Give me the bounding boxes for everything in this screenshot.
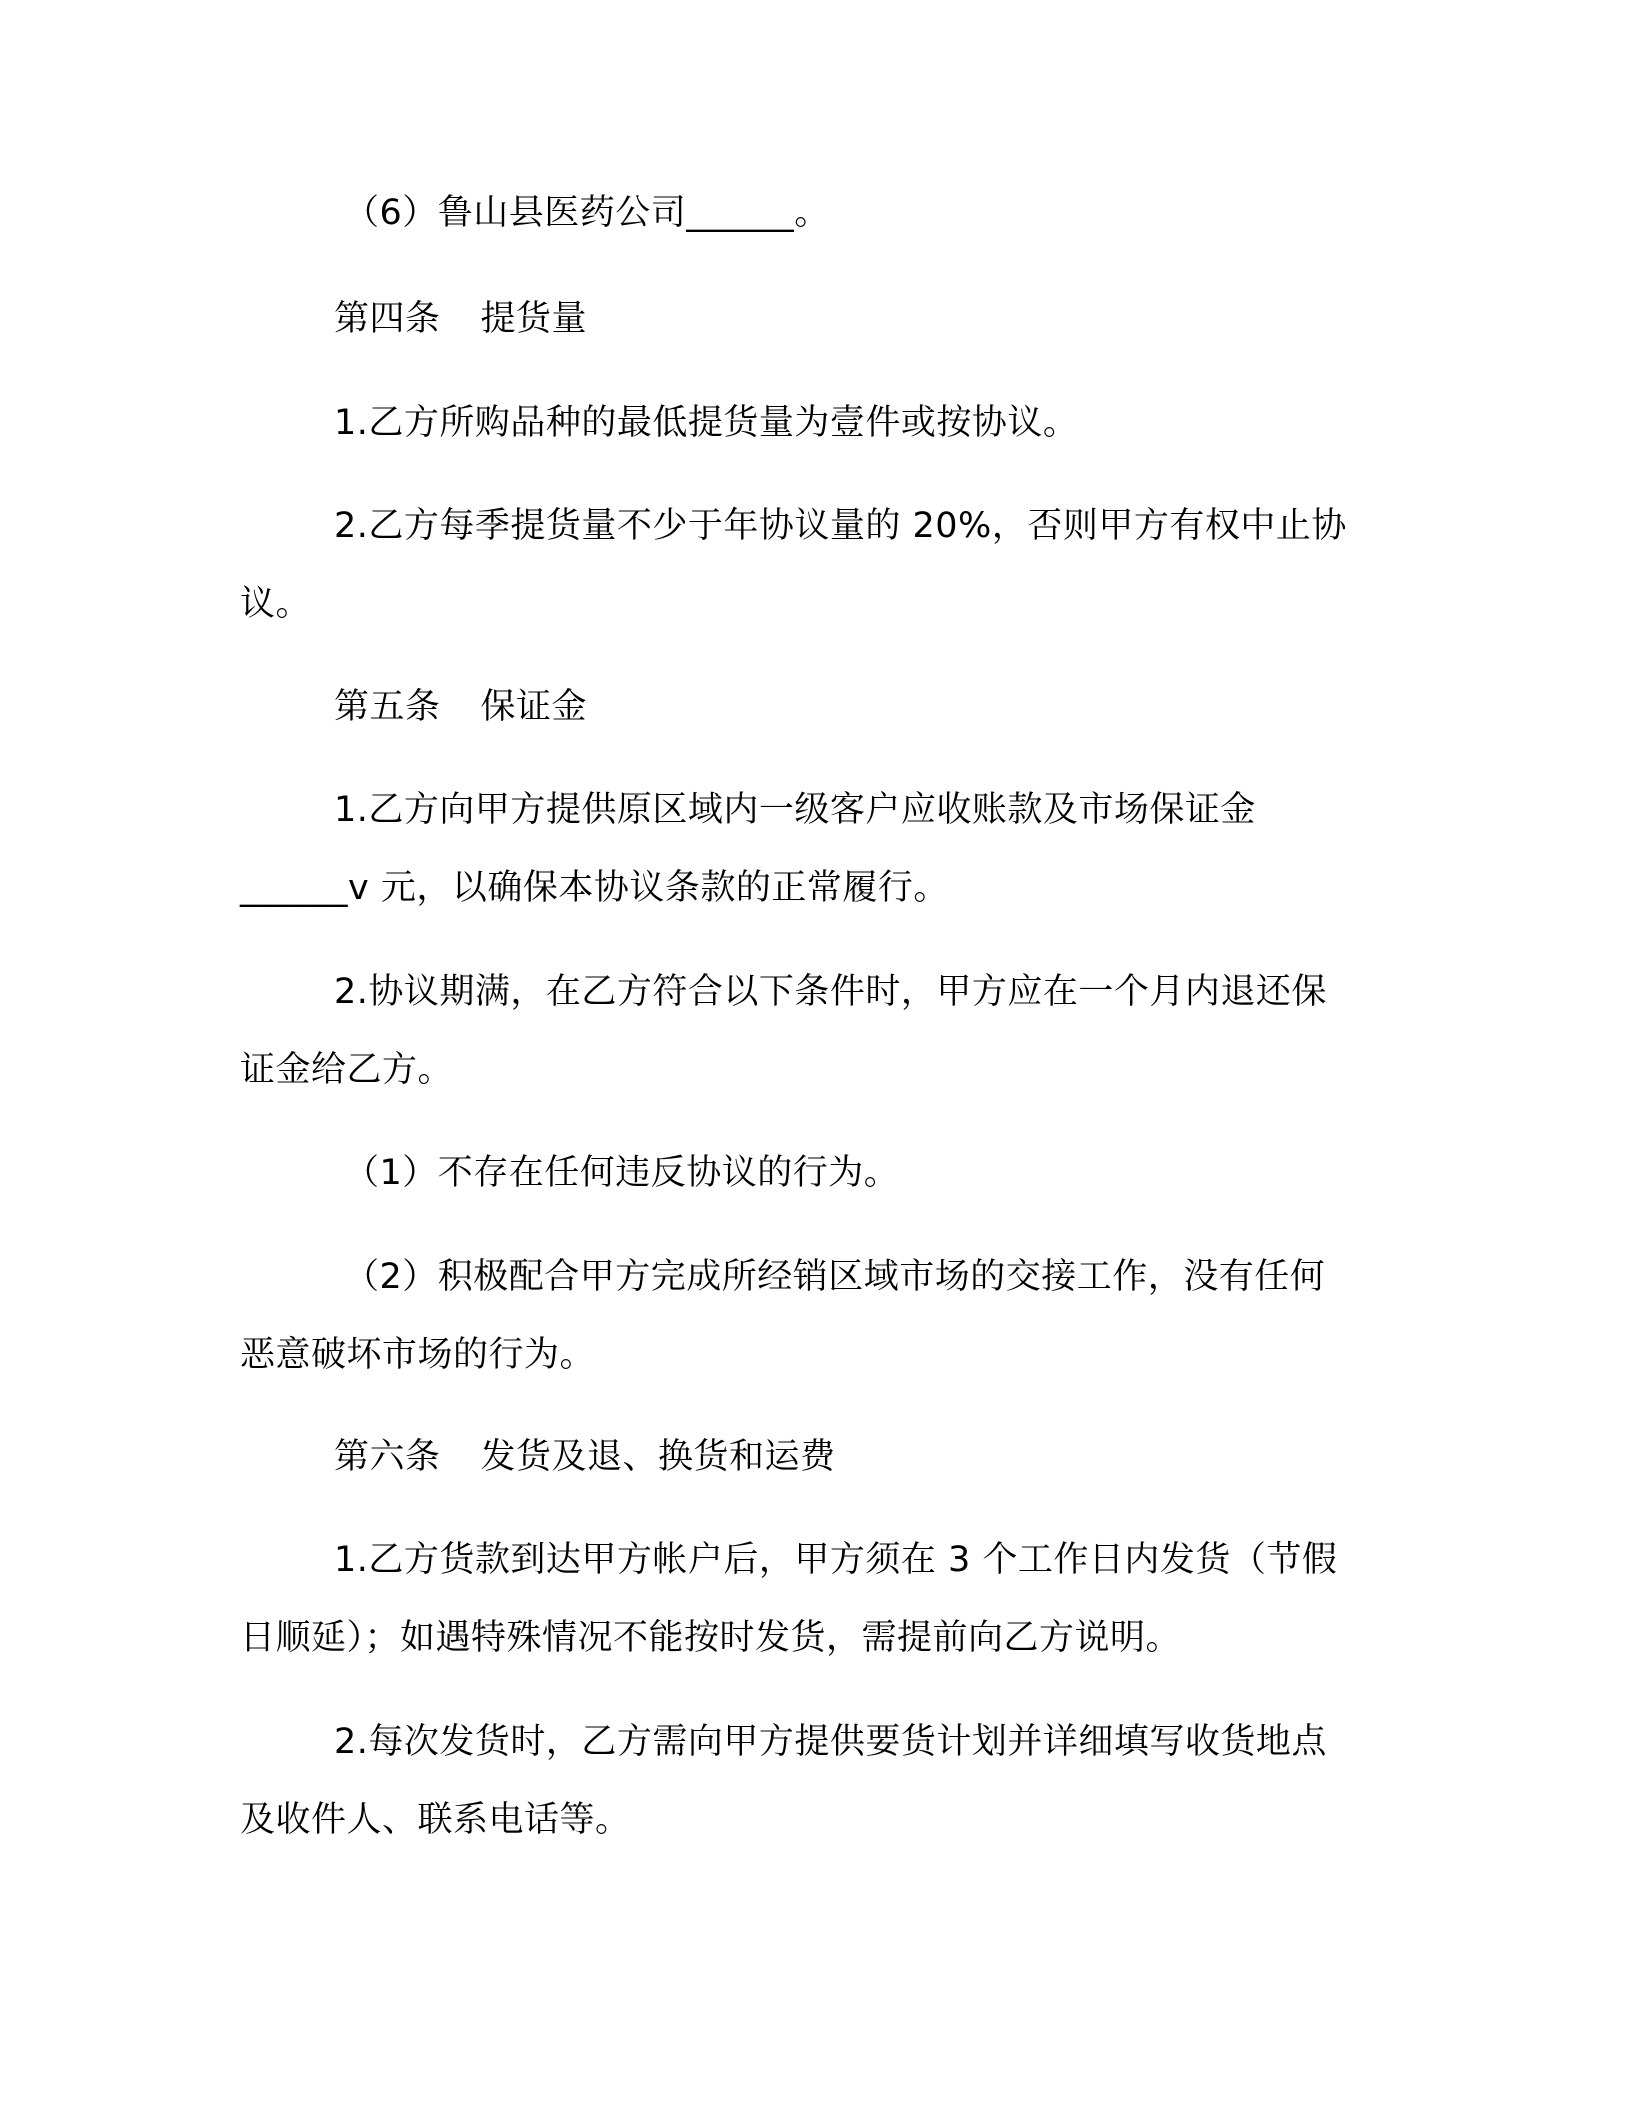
clause-text-line-1: 2.协议期满，在乙方符合以下条件时，甲方应在一个月内退还保	[334, 972, 1327, 1012]
clause-6-2	[240, 1703, 1384, 1859]
clause-text-line-1: 2.乙方每季提货量不少于年协议量的 20%，否则甲方有权中止协	[334, 506, 1347, 546]
clause-5-2	[240, 953, 1384, 1109]
article-title: 发货及退、换货和运费	[480, 1437, 836, 1477]
condition-item-2	[240, 1238, 1384, 1394]
clause-text-line-2: 日顺延）；如遇特殊情况不能按时发货，需提前向乙方说明。	[240, 1618, 1182, 1658]
condition-text-line-2: 恶意破坏市场的行为。	[240, 1335, 596, 1375]
clause-text-line-1: 2.每次发货时，乙方需向甲方提供要货计划并详细填写收货地点	[334, 1722, 1327, 1762]
article-heading-4	[334, 280, 1478, 358]
clause-4-1	[334, 384, 1478, 462]
clause-5-1	[240, 771, 1384, 927]
article-number: 第四条	[334, 299, 441, 339]
list-item-6	[344, 174, 1488, 252]
article-heading-6	[334, 1418, 1478, 1496]
condition-text: （1）不存在任何违反协议的行为。	[344, 1153, 900, 1193]
article-heading-5	[334, 668, 1478, 746]
article-number: 第五条	[334, 687, 441, 727]
clause-text-line-1: 1.乙方货款到达甲方帐户后，甲方须在 3 个工作日内发货（节假	[334, 1540, 1338, 1580]
article-title: 提货量	[480, 299, 588, 339]
clause-text-line-1: 1.乙方向甲方提供原区域内一级客户应收账款及市场保证金	[334, 790, 1256, 830]
article-title: 保证金	[480, 687, 588, 727]
clause-text: 1.乙方所购品种的最低提货量为壹件或按协议。	[334, 403, 1079, 443]
list-item-text: （6）鲁山县医药公司______。	[344, 193, 830, 233]
clause-text-line-2: ______v 元，以确保本协议条款的正常履行。	[240, 868, 949, 908]
clause-text-line-2: 证金给乙方。	[240, 1050, 454, 1090]
clause-text-line-2: 及收件人、联系电话等。	[240, 1800, 631, 1840]
condition-item-1	[344, 1134, 1488, 1212]
clause-4-2	[240, 487, 1384, 643]
clause-6-1	[240, 1521, 1384, 1677]
article-number: 第六条	[334, 1437, 441, 1477]
clause-text-line-2: 议。	[240, 584, 312, 624]
condition-text-line-1: （2）积极配合甲方完成所经销区域市场的交接工作，没有任何	[344, 1257, 1326, 1297]
